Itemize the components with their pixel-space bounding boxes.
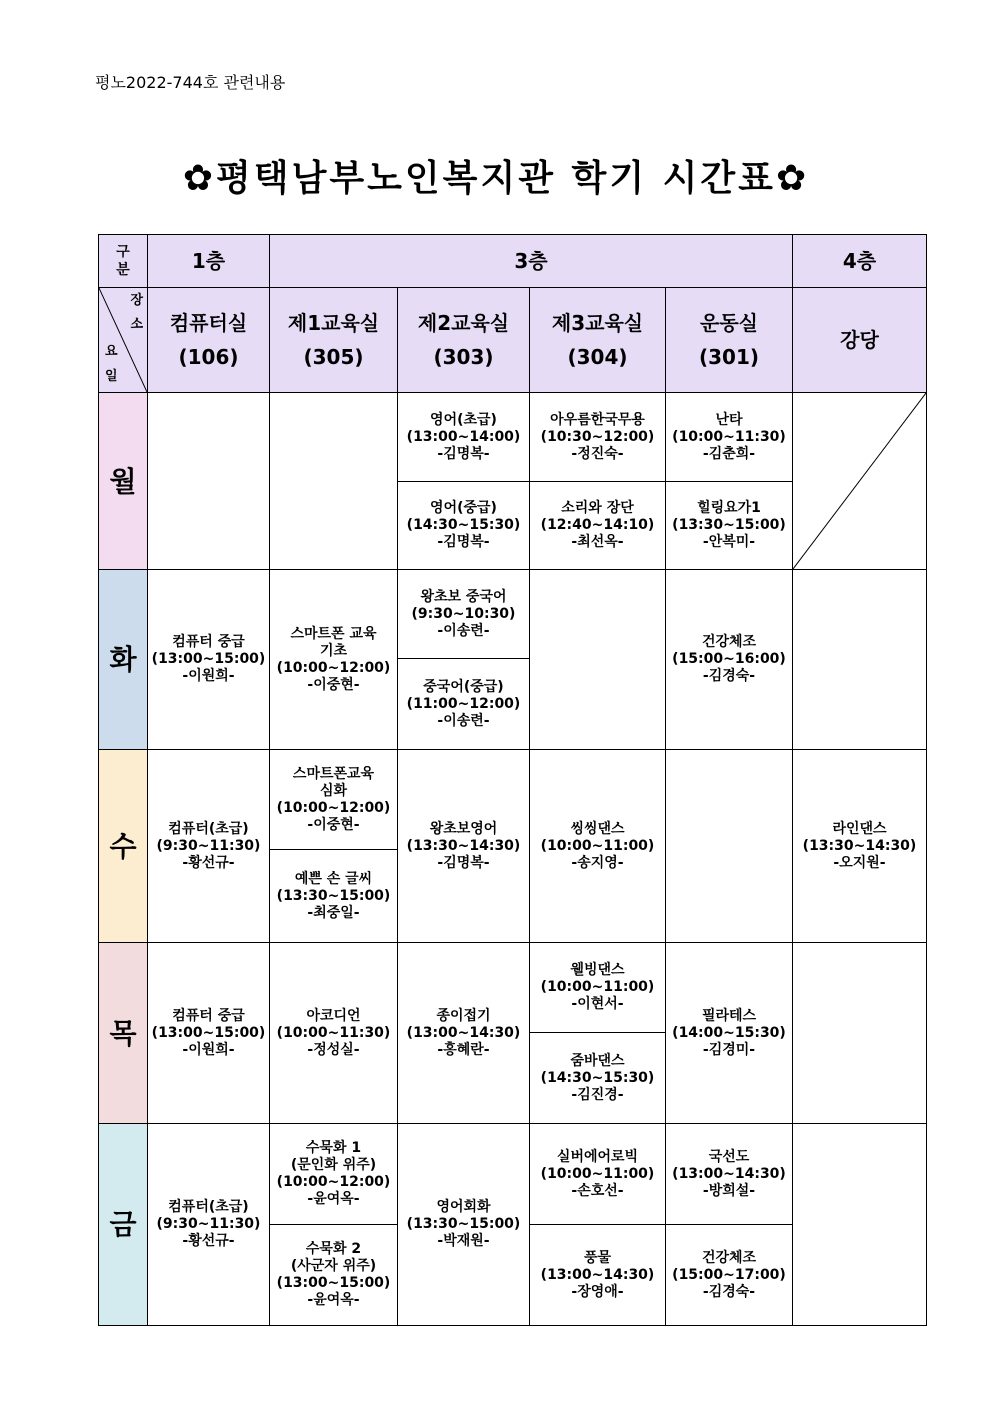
class-cell: 실버에어로빅 (10:00~11:00) -손호선- [530,1124,666,1225]
tue-edu3-empty [530,570,666,750]
class-cell: 씽씽댄스 (10:00~11:00) -송지영- [530,750,666,943]
mon-edu1-empty [270,393,398,570]
room-hall: 강당 [793,288,927,393]
class-cell: 컴퓨터 중급 (13:00~15:00) -이원희- [148,570,270,750]
class-cell: 스마트폰교육 심화 (10:00~12:00) -이중현- [270,750,398,850]
class-cell: 스마트폰 교육 기초 (10:00~12:00) -이중현- [270,570,398,750]
class-cell: 수묵화 2 (사군자 위주) (13:00~15:00) -윤여옥- [270,1225,398,1326]
room-gym: 운동실 (301) [666,288,793,393]
mon-computer-empty [148,393,270,570]
class-cell: 중국어(중급) (11:00~12:00) -이송련- [398,659,530,750]
class-cell: 건강체조 (15:00~17:00) -김경숙- [666,1225,793,1326]
class-cell: 필라테스 (14:00~15:30) -김경미- [666,943,793,1124]
class-cell: 왕초보 중국어 (9:30~10:30) -이송련- [398,570,530,659]
class-cell: 컴퓨터 중급 (13:00~15:00) -이원희- [148,943,270,1124]
class-cell: 난타 (10:00~11:30) -김춘희- [666,393,793,482]
day-thursday: 목 [99,943,148,1124]
floor-3: 3층 [270,235,793,288]
page-title: ✿평택남부노인복지관 학기 시간표✿ [182,158,810,199]
day-friday: 금 [99,1124,148,1326]
class-cell: 줌바댄스 (14:30~15:30) -김진경- [530,1033,666,1124]
class-cell: 라인댄스 (13:30~14:30) -오지원- [793,750,927,943]
tue-hall-empty [793,570,927,750]
room-edu3: 제3교육실 (304) [530,288,666,393]
class-cell: 종이접기 (13:00~14:30) -홍혜란- [398,943,530,1124]
class-cell: 영어(초급) (13:00~14:00) -김명복- [398,393,530,482]
floor-1: 1층 [148,235,270,288]
class-cell: 건강체조 (15:00~16:00) -김경숙- [666,570,793,750]
class-cell: 컴퓨터(초급) (9:30~11:30) -황선규- [148,1124,270,1326]
room-edu1: 제1교육실 (305) [270,288,398,393]
class-cell: 영어회화 (13:30~15:00) -박재원- [398,1124,530,1326]
day-wednesday: 수 [99,750,148,943]
class-cell: 컴퓨터(초급) (9:30~11:30) -황선규- [148,750,270,943]
fri-hall-empty [793,1124,927,1326]
mon-hall-unavailable [793,393,927,570]
class-cell: 웰빙댄스 (10:00~11:00) -이현서- [530,943,666,1033]
class-cell: 아코디언 (10:00~11:30) -정성실- [270,943,398,1124]
class-cell: 힐링요가1 (13:30~15:00) -안복미- [666,482,793,570]
thu-hall-empty [793,943,927,1124]
category-header: 구 분 [99,235,148,288]
class-cell: 영어(중급) (14:30~15:30) -김명복- [398,482,530,570]
timetable [98,234,927,1326]
class-cell: 수묵화 1 (문인화 위주) (10:00~12:00) -윤여옥- [270,1124,398,1225]
reference-number: 평노2022-744호 관련내용 [95,73,286,92]
class-cell: 예쁜 손 글씨 (13:30~15:00) -최중일- [270,850,398,943]
room-edu2: 제2교육실 (303) [398,288,530,393]
class-cell: 풍물 (13:00~14:30) -장영애- [530,1225,666,1326]
place-day-header: 장 소 요 일 [99,288,148,393]
wed-gym-empty [666,750,793,943]
class-cell: 소리와 장단 (12:40~14:10) -최선옥- [530,482,666,570]
room-computer: 컴퓨터실 (106) [148,288,270,393]
day-tuesday: 화 [99,570,148,750]
day-monday: 월 [99,393,148,570]
floor-4: 4층 [793,235,927,288]
class-cell: 아우름한국무용 (10:30~12:00) -정진숙- [530,393,666,482]
class-cell: 국선도 (13:00~14:30) -방희설- [666,1124,793,1225]
class-cell: 왕초보영어 (13:30~14:30) -김명복- [398,750,530,943]
